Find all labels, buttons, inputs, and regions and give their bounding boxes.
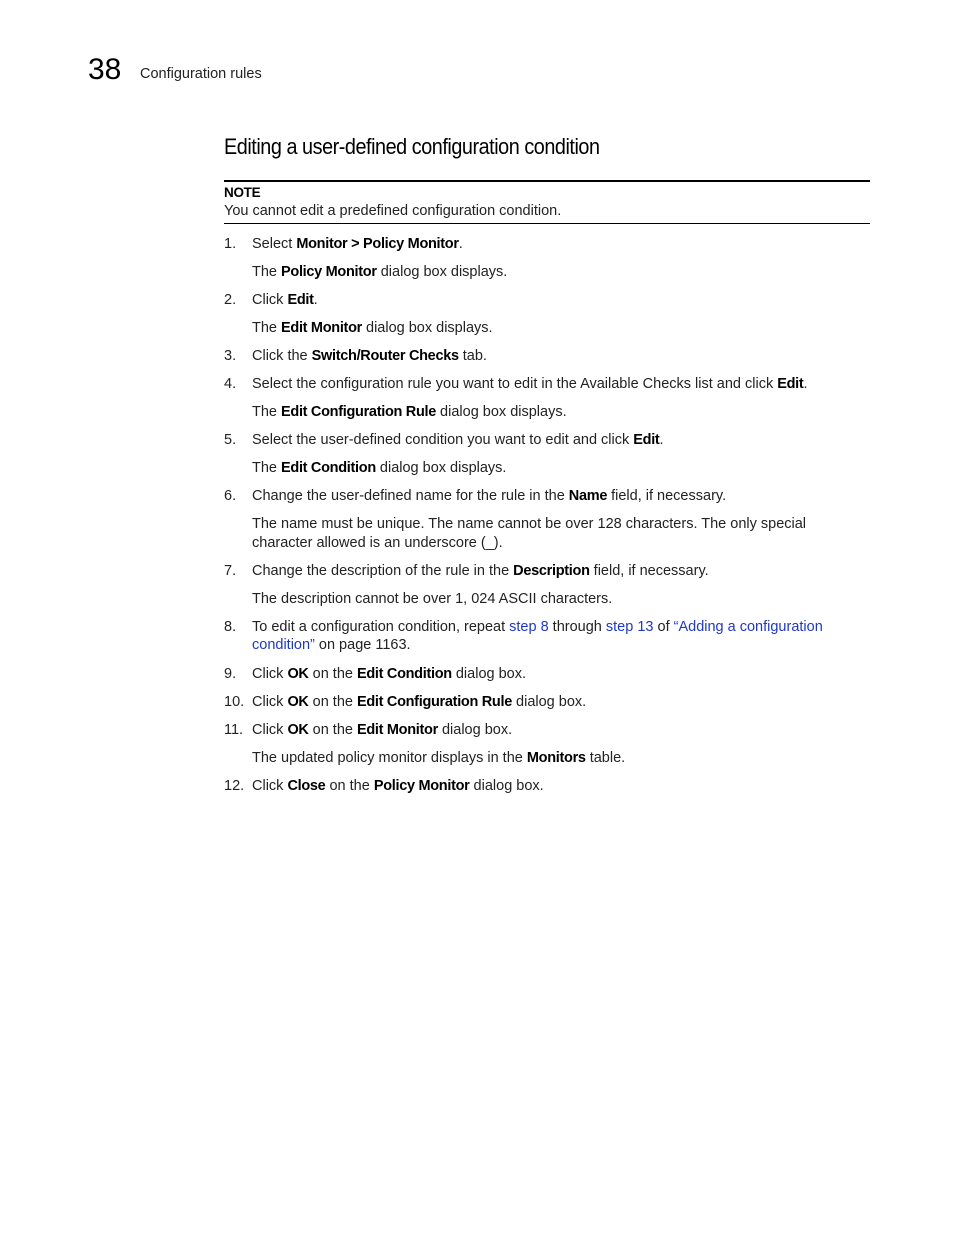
ui-label: Edit — [287, 292, 314, 308]
text: Click — [252, 694, 288, 710]
step-result — [252, 749, 852, 768]
text: To edit a configuration condition, repeat — [252, 619, 510, 635]
step-result — [252, 263, 852, 282]
step-result: The description cannot be over 1, 024 ASCII characters. — [252, 591, 613, 607]
text: on the — [308, 694, 357, 710]
step-text — [252, 618, 852, 637]
text: Click — [252, 666, 288, 682]
text: Select the configuration rule you want to edit in the Available Checks list and click — [252, 376, 778, 392]
step-number: 8. — [224, 619, 237, 635]
text: Select the user-defined condition you want to edit and click — [252, 432, 634, 448]
note-label: NOTE — [224, 185, 261, 200]
text: field, if necessary. — [589, 563, 709, 579]
text: The — [252, 404, 282, 420]
step-text — [252, 431, 852, 450]
step-text — [252, 375, 852, 394]
text: Change the user-defined name for the rule in the — [252, 488, 569, 504]
text: field, if necessary. — [607, 488, 727, 504]
ui-label: Edit Monitor — [356, 722, 438, 738]
text: through — [548, 619, 606, 635]
step-link[interactable]: step 13 — [605, 619, 654, 635]
text: Click the — [252, 348, 312, 364]
ui-label: OK — [287, 694, 309, 710]
step-text — [252, 235, 852, 254]
ui-label: Description — [513, 563, 590, 579]
ui-label: Edit Monitor — [281, 320, 362, 336]
step-number: 2. — [224, 292, 237, 308]
step-number: 1. — [224, 236, 237, 252]
text: on the — [325, 778, 374, 794]
step-result — [252, 403, 852, 422]
step-number: 11. — [224, 722, 244, 738]
step-result — [252, 319, 852, 338]
text: Click — [252, 778, 288, 794]
ui-label: Switch/Router Checks — [311, 348, 459, 364]
chapter-title: Configuration rules — [140, 66, 262, 82]
text: The — [252, 460, 282, 476]
step-text — [252, 693, 852, 712]
text: Select — [252, 236, 297, 252]
step-text — [252, 347, 852, 366]
note-text: You cannot edit a predefined configuration condition. — [224, 203, 562, 219]
ui-label: Edit Configuration Rule — [356, 694, 512, 710]
step-text — [252, 777, 852, 796]
text: dialog box. — [437, 722, 513, 738]
text: . — [803, 376, 808, 392]
step-number: 3. — [224, 348, 237, 364]
ui-label: Monitor > Policy Monitor — [296, 236, 459, 252]
text: dialog box displays. — [376, 264, 508, 280]
text: dialog box displays. — [361, 320, 493, 336]
text: dialog box displays. — [436, 404, 567, 420]
ui-label: Edit Condition — [356, 666, 452, 682]
text: Click — [252, 722, 288, 738]
text: tab. — [458, 348, 487, 364]
note-box — [224, 180, 870, 224]
step-result: The name must be unique. The name cannot be over 128 characters. The only special — [252, 516, 807, 532]
section-link[interactable]: condition” — [252, 637, 315, 653]
text: The — [252, 320, 282, 336]
text: The updated policy monitor displays in the — [252, 750, 527, 766]
step-text — [252, 721, 852, 740]
text: . — [313, 292, 318, 308]
text: on the — [308, 666, 357, 682]
section-link[interactable]: “Adding a configuration — [673, 619, 823, 635]
step-number: 7. — [224, 563, 237, 579]
text: on the — [308, 722, 357, 738]
ui-label: OK — [287, 722, 309, 738]
step-text — [252, 487, 852, 506]
text: on page 1163. — [314, 637, 411, 653]
step-text — [252, 562, 852, 581]
text: Click — [252, 292, 288, 308]
text: dialog box. — [451, 666, 527, 682]
step-link[interactable]: step 8 — [509, 619, 549, 635]
step-number: 12. — [224, 778, 245, 794]
step-text — [252, 291, 852, 310]
ui-label: Close — [287, 778, 326, 794]
ui-label: Monitors — [526, 750, 586, 766]
text: dialog box. — [469, 778, 544, 794]
text: Change the description of the rule in the — [252, 563, 514, 579]
text: The — [252, 264, 282, 280]
text: dialog box. — [512, 694, 587, 710]
step-result — [252, 459, 852, 478]
ui-label: Policy Monitor — [281, 264, 377, 280]
step-number: 10. — [224, 694, 245, 710]
step-number: 4. — [224, 376, 237, 392]
text: . — [659, 432, 664, 448]
step-text-continued — [252, 636, 852, 655]
text: table. — [585, 750, 626, 766]
step-result: character allowed is an underscore (_). — [252, 535, 503, 551]
ui-label: Edit Condition — [281, 460, 376, 476]
ui-label: Edit — [633, 432, 660, 448]
text: . — [458, 236, 463, 252]
ui-label: Name — [568, 488, 608, 504]
step-number: 6. — [224, 488, 237, 504]
step-number: 5. — [224, 432, 237, 448]
section-title: Editing a user-defined configuration condition — [224, 134, 600, 159]
text: dialog box displays. — [375, 460, 507, 476]
step-text — [252, 665, 852, 684]
ui-label: OK — [287, 666, 309, 682]
ui-label: Edit — [777, 376, 804, 392]
text: of — [653, 619, 674, 635]
step-number: 9. — [224, 666, 237, 682]
ui-label: Policy Monitor — [373, 778, 470, 794]
ui-label: Edit Configuration Rule — [281, 404, 437, 420]
chapter-number: 38 — [88, 53, 122, 86]
